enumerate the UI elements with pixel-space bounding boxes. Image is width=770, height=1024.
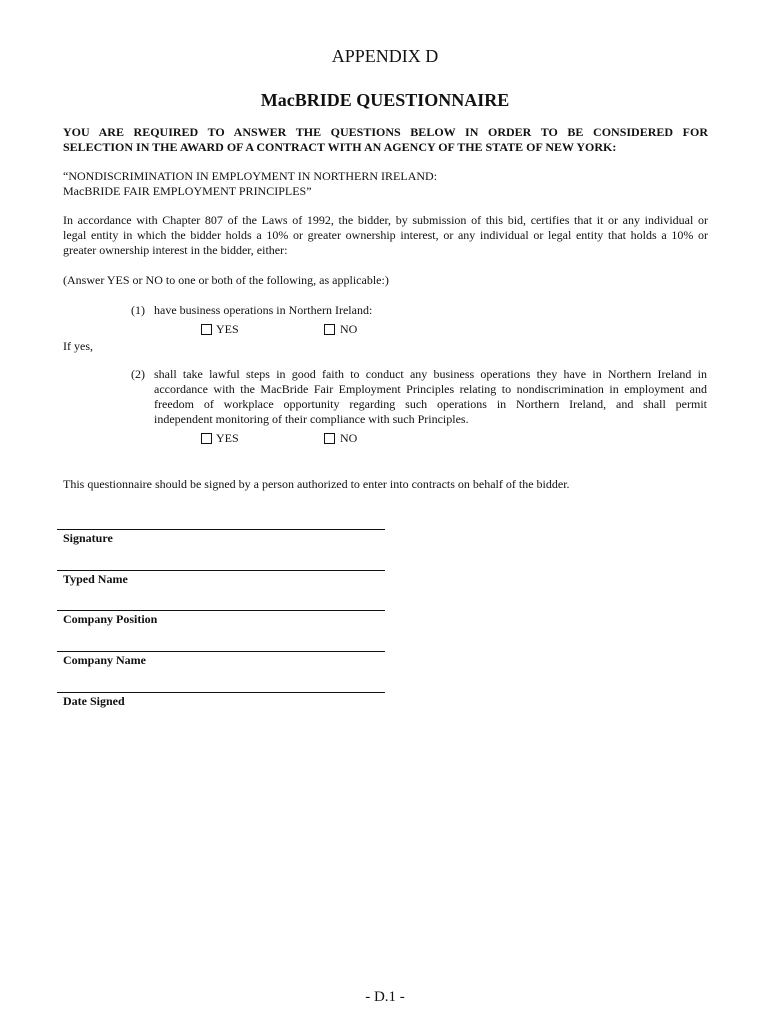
question-2-no-checkbox[interactable] bbox=[324, 433, 335, 444]
intro-line-2: legal entity in which the bidder holds a 10% or greater ownership interest, or any individual or legal entity that holds a 10% or bbox=[63, 228, 708, 242]
company-position-label: Company Position bbox=[63, 612, 158, 626]
signature-line[interactable] bbox=[57, 529, 385, 530]
company-name-line[interactable] bbox=[57, 651, 385, 652]
question-1-text: have business operations in Northern Ireland: bbox=[154, 303, 373, 317]
question-2-line-3: freedom of workplace opportunity regarding such operations in Northern Ireland, and shall permit bbox=[154, 397, 707, 411]
question-2-number: (2) bbox=[131, 367, 145, 381]
question-2-line-1: shall take lawful steps in good faith to conduct any business operations they have in Northern Ireland in bbox=[154, 367, 707, 381]
intro-line-1: In accordance with Chapter 807 of the Laws of 1992, the bidder, by submission of this bid, certifies that it or any individual or bbox=[63, 213, 708, 227]
question-1-no-checkbox[interactable] bbox=[324, 324, 335, 335]
question-2-line-4: independent monitoring of their compliance with such Principles. bbox=[154, 412, 469, 426]
typed-name-line[interactable] bbox=[57, 570, 385, 571]
question-1-number: (1) bbox=[131, 303, 145, 317]
intro-line-3: greater ownership interest in the bidder, either: bbox=[63, 243, 288, 257]
company-name-label: Company Name bbox=[63, 653, 146, 667]
typed-name-label: Typed Name bbox=[63, 572, 128, 586]
page-title: MacBRIDE QUESTIONNAIRE bbox=[260, 90, 510, 110]
question-1-yes-checkbox[interactable] bbox=[201, 324, 212, 335]
company-position-line[interactable] bbox=[57, 610, 385, 611]
notice-line-2: SELECTION IN THE AWARD OF A CONTRACT WITH AN AGENCY OF THE STATE OF NEW YORK: bbox=[63, 140, 617, 154]
question-2-yes-checkbox[interactable] bbox=[201, 433, 212, 444]
appendix-heading: APPENDIX D bbox=[331, 46, 439, 66]
question-1-no-label: NO bbox=[340, 322, 358, 336]
question-2-line-2: accordance with the MacBride Fair Employment Principles relating to nondiscrimination in employment and bbox=[154, 382, 707, 396]
notice-line-1: YOU ARE REQUIRED TO ANSWER THE QUESTIONS BELOW IN ORDER TO BE CONSIDERED FOR bbox=[63, 125, 708, 139]
answer-instruction: (Answer YES or NO to one or both of the following, as applicable:) bbox=[63, 273, 389, 287]
quote-line-1: “NONDISCRIMINATION IN EMPLOYMENT IN NORTHERN IRELAND: bbox=[63, 169, 438, 183]
question-1-yes-label: YES bbox=[216, 322, 239, 336]
date-signed-label: Date Signed bbox=[63, 694, 125, 708]
quote-line-2: MacBRIDE FAIR EMPLOYMENT PRINCIPLES” bbox=[63, 184, 312, 198]
signature-note: This questionnaire should be signed by a person authorized to enter into contracts on behalf of the bidder. bbox=[63, 477, 570, 491]
if-yes-label: If yes, bbox=[63, 339, 93, 353]
question-2-no-label: NO bbox=[340, 431, 358, 445]
question-2-yes-label: YES bbox=[216, 431, 239, 445]
signature-label: Signature bbox=[63, 531, 113, 545]
date-signed-line[interactable] bbox=[57, 692, 385, 693]
page-number: - D.1 - bbox=[365, 989, 405, 1005]
